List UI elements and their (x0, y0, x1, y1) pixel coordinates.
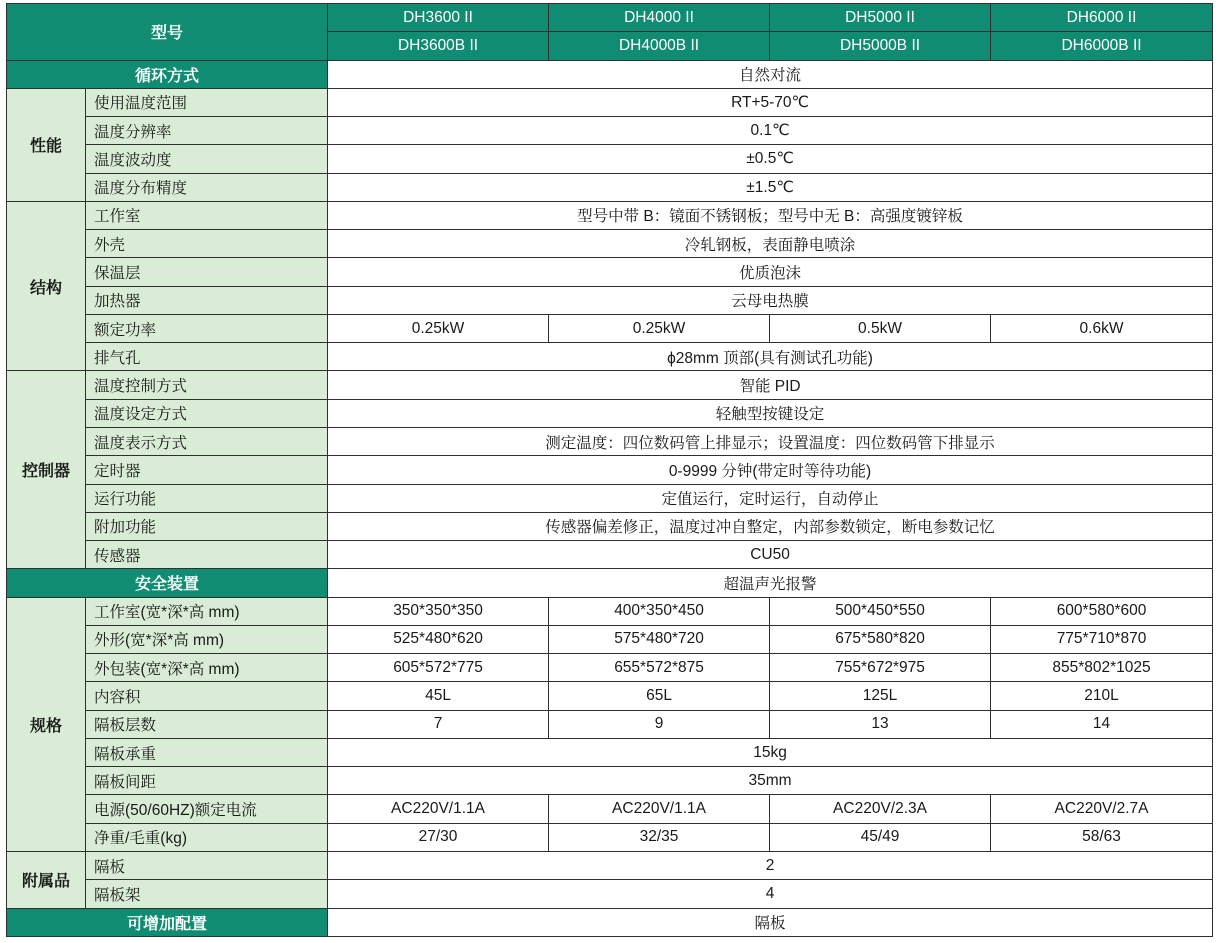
specs-row (7, 654, 1213, 682)
row-label: 温度分辨率 (86, 117, 328, 145)
specs-row (7, 625, 1213, 653)
row-value: 600*580*600 (991, 597, 1213, 625)
row-label: 外形(宽*深*高 mm) (86, 625, 328, 653)
structure-row (7, 230, 1213, 258)
model-label: 型号 (7, 4, 328, 61)
controller-category: 控制器 (7, 371, 86, 569)
row-label: 温度控制方式 (86, 371, 328, 399)
circulation-value: 自然对流 (328, 60, 1213, 88)
row-value: 58/63 (991, 823, 1213, 851)
row-label: 外壳 (86, 230, 328, 258)
row-value: 125L (770, 682, 991, 710)
structure-category: 结构 (7, 201, 86, 371)
row-value: 7 (328, 710, 549, 738)
controller-row (7, 427, 1213, 455)
performance-row (7, 145, 1213, 173)
row-value: 675*580*820 (770, 625, 991, 653)
controller-row (7, 371, 1213, 399)
row-label: 温度设定方式 (86, 399, 328, 427)
circulation-label: 循环方式 (7, 60, 328, 88)
row-value: 4 (328, 880, 1213, 908)
row-value: 轻触型按键设定 (328, 399, 1213, 427)
options-value: 隔板 (328, 908, 1213, 937)
row-label: 传感器 (86, 541, 328, 569)
row-label: 加热器 (86, 286, 328, 314)
row-value: AC220V/2.3A (770, 795, 991, 823)
row-value: 13 (770, 710, 991, 738)
row-label: 使用温度范围 (86, 88, 328, 116)
row-label: 额定功率 (86, 314, 328, 342)
row-value: 2 (328, 851, 1213, 879)
row-value: 350*350*350 (328, 597, 549, 625)
row-label: 隔板承重 (86, 738, 328, 766)
row-value: 65L (549, 682, 770, 710)
row-label: 隔板架 (86, 880, 328, 908)
row-value: AC220V/2.7A (991, 795, 1213, 823)
performance-category: 性能 (7, 88, 86, 201)
row-value: ϕ28mm 顶部(具有测试孔功能) (328, 343, 1213, 371)
row-value: 400*350*450 (549, 597, 770, 625)
row-value: 525*480*620 (328, 625, 549, 653)
row-value: 定值运行，定时运行，自动停止 (328, 484, 1213, 512)
specs-row (7, 795, 1213, 823)
row-label: 附加功能 (86, 512, 328, 540)
accessories-row (7, 880, 1213, 908)
row-value: 27/30 (328, 823, 549, 851)
controller-row (7, 399, 1213, 427)
row-label: 外包装(宽*深*高 mm) (86, 654, 328, 682)
row-value: 35mm (328, 767, 1213, 795)
model-name-b: DH4000B II (549, 32, 770, 60)
model-name-b: DH5000B II (770, 32, 991, 60)
row-label: 电源(50/60HZ)额定电流 (86, 795, 328, 823)
row-value: AC220V/1.1A (549, 795, 770, 823)
row-value: 传感器偏差修正，温度过冲自整定，内部参数锁定，断电参数记忆 (328, 512, 1213, 540)
row-label: 温度分布精度 (86, 173, 328, 201)
row-value: 15kg (328, 738, 1213, 766)
row-value: 45L (328, 682, 549, 710)
row-value: 测定温度：四位数码管上排显示；设置温度：四位数码管下排显示 (328, 427, 1213, 455)
spec-table-body (7, 4, 1213, 937)
row-value: 0.6kW (991, 314, 1213, 342)
row-value: 0.25kW (549, 314, 770, 342)
row-value: 655*572*875 (549, 654, 770, 682)
safety-row (7, 569, 1213, 597)
model-name: DH3600 II (328, 4, 549, 32)
safety-label: 安全装置 (7, 569, 328, 597)
specs-row (7, 682, 1213, 710)
accessories-category: 附属品 (7, 851, 86, 908)
controller-row (7, 484, 1213, 512)
row-label: 内容积 (86, 682, 328, 710)
row-value: 500*450*550 (770, 597, 991, 625)
model-name: DH4000 II (549, 4, 770, 32)
row-value: 智能 PID (328, 371, 1213, 399)
row-label: 保温层 (86, 258, 328, 286)
controller-row (7, 512, 1213, 540)
row-value: 型号中带 B：镜面不锈钢板；型号中无 B：高强度镀锌板 (328, 201, 1213, 229)
model-name-b: DH3600B II (328, 32, 549, 60)
row-value: 冷轧钢板，表面静电喷涂 (328, 230, 1213, 258)
row-value: 45/49 (770, 823, 991, 851)
circulation-row (7, 60, 1213, 88)
header-row-1 (7, 4, 1213, 32)
specs-row (7, 738, 1213, 766)
row-value: 0-9999 分钟(带定时等待功能) (328, 456, 1213, 484)
row-value: 0.25kW (328, 314, 549, 342)
row-label: 温度波动度 (86, 145, 328, 173)
structure-row (7, 201, 1213, 229)
row-value: 14 (991, 710, 1213, 738)
specs-row (7, 767, 1213, 795)
row-value: 755*672*975 (770, 654, 991, 682)
row-value: 775*710*870 (991, 625, 1213, 653)
row-label: 工作室(宽*深*高 mm) (86, 597, 328, 625)
performance-row (7, 88, 1213, 116)
row-label: 运行功能 (86, 484, 328, 512)
spec-table (6, 3, 1213, 937)
structure-row (7, 286, 1213, 314)
specs-row (7, 597, 1213, 625)
controller-row (7, 456, 1213, 484)
safety-value: 超温声光报警 (328, 569, 1213, 597)
row-value: 0.1℃ (328, 117, 1213, 145)
performance-row (7, 117, 1213, 145)
row-value: RT+5-70℃ (328, 88, 1213, 116)
options-row (7, 908, 1213, 937)
structure-row (7, 314, 1213, 342)
model-name: DH6000 II (991, 4, 1213, 32)
row-value: ±1.5℃ (328, 173, 1213, 201)
specs-row (7, 710, 1213, 738)
accessories-row (7, 851, 1213, 879)
row-value: 优质泡沫 (328, 258, 1213, 286)
row-value: 云母电热膜 (328, 286, 1213, 314)
row-value: 32/35 (549, 823, 770, 851)
row-label: 定时器 (86, 456, 328, 484)
specs-category: 规格 (7, 597, 86, 851)
model-name: DH5000 II (770, 4, 991, 32)
row-value: AC220V/1.1A (328, 795, 549, 823)
row-value: 575*480*720 (549, 625, 770, 653)
row-value: CU50 (328, 541, 1213, 569)
row-value: 855*802*1025 (991, 654, 1213, 682)
structure-row (7, 343, 1213, 371)
row-value: ±0.5℃ (328, 145, 1213, 173)
row-label: 隔板层数 (86, 710, 328, 738)
controller-row (7, 541, 1213, 569)
performance-row (7, 173, 1213, 201)
row-label: 隔板间距 (86, 767, 328, 795)
row-label: 温度表示方式 (86, 427, 328, 455)
row-label: 净重/毛重(kg) (86, 823, 328, 851)
model-name-b: DH6000B II (991, 32, 1213, 60)
specs-row (7, 823, 1213, 851)
structure-row (7, 258, 1213, 286)
row-label: 排气孔 (86, 343, 328, 371)
row-value: 605*572*775 (328, 654, 549, 682)
row-label: 隔板 (86, 851, 328, 879)
options-label: 可增加配置 (7, 908, 328, 937)
row-value: 9 (549, 710, 770, 738)
row-value: 210L (991, 682, 1213, 710)
row-label: 工作室 (86, 201, 328, 229)
row-value: 0.5kW (770, 314, 991, 342)
